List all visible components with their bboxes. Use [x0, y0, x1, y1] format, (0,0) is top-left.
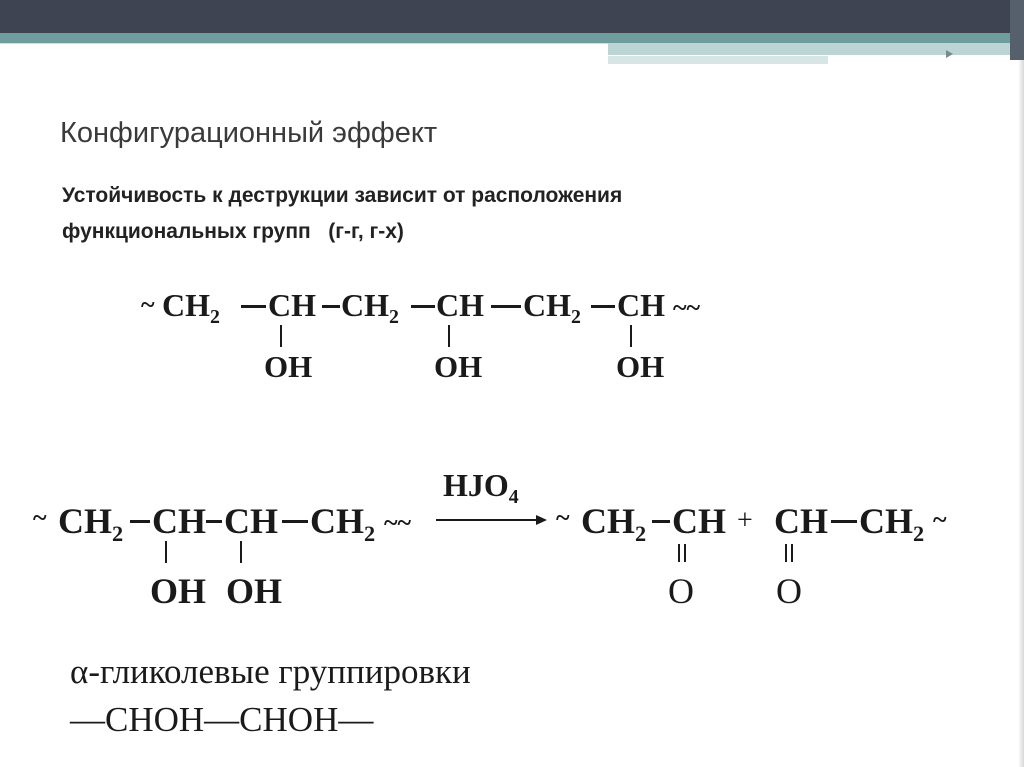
chain-group: CH [268, 287, 316, 323]
chain-group [341, 287, 399, 329]
bond-single [411, 305, 435, 308]
bond-single [241, 305, 266, 308]
slide-edge-shadow [1018, 60, 1024, 767]
reagent-periodic-acid [443, 467, 519, 509]
hydroxyl-group: OH [264, 349, 313, 384]
bond-vertical [280, 325, 282, 347]
header-bar-dark [0, 0, 1024, 33]
product-group [581, 500, 646, 547]
group-text: CH [523, 287, 571, 323]
group-subscript: 2 [635, 520, 647, 546]
bond-vertical [630, 325, 632, 347]
chain-wave-right: ~~ [673, 293, 701, 322]
reactant-wave-right: ~~ [384, 508, 412, 537]
reactant-wave-left: ~ [33, 503, 47, 532]
bond-single [491, 305, 521, 308]
bond-single [652, 520, 670, 523]
group-subscript: 2 [210, 305, 220, 328]
group-text: CH [162, 287, 210, 323]
header-bar-pale-short [608, 56, 828, 64]
reactant-group: CH [224, 501, 278, 541]
header-corner-block [1010, 0, 1024, 60]
bond-double [678, 544, 680, 562]
bond-double [684, 544, 686, 562]
group-subscript: 2 [571, 305, 581, 328]
header-bar-teal [0, 33, 1010, 43]
bond-single [831, 520, 857, 523]
slide-subtitle [62, 178, 622, 250]
bond-single [282, 520, 308, 523]
bond-single [206, 520, 222, 523]
chain-group [162, 287, 220, 329]
group-subscript: 2 [112, 520, 124, 546]
bond-single [322, 305, 340, 308]
product-group [859, 500, 924, 547]
subtitle-line-2: функциональных групп (г-г, г-х) [62, 220, 404, 243]
bond-vertical [165, 541, 167, 563]
product-group: CH [672, 501, 726, 541]
bond-double [791, 544, 793, 562]
bond-vertical [448, 325, 450, 347]
group-subscript: 2 [913, 520, 925, 546]
group-text: CH [58, 501, 112, 541]
reagent-subscript: 4 [508, 485, 519, 508]
group-subscript: 2 [389, 305, 399, 328]
carbonyl-oxygen: O [776, 571, 802, 611]
chain-group: CH [436, 287, 484, 323]
subtitle-line-1: Устойчивость к деструкции зависит от расположения [62, 184, 623, 207]
bond-single [130, 520, 150, 523]
reactant-group: CH [152, 501, 206, 541]
reagent-text: HJO [443, 467, 509, 503]
bond-vertical [240, 541, 242, 563]
group-text: CH [581, 501, 635, 541]
group-text: CH [341, 287, 389, 323]
hydroxyl-group: OH [226, 571, 283, 611]
plus-sign: + [737, 505, 753, 536]
group-text: CH [859, 501, 913, 541]
hydroxyl-group: OH [434, 349, 483, 384]
group-subscript: 2 [364, 520, 376, 546]
chain-group: CH [617, 287, 665, 323]
carbonyl-oxygen: O [668, 571, 694, 611]
hydroxyl-group: OH [616, 349, 665, 384]
reaction-arrow-icon [436, 512, 548, 528]
chain-wave-left: ~ [141, 290, 155, 319]
bond-double [785, 544, 787, 562]
product-group: CH [774, 501, 828, 541]
group-text: CH [310, 501, 364, 541]
caption-glycol-groups: α-гликолевые группировки [70, 652, 471, 691]
slide-title: Конфигурационный эффект [60, 117, 438, 149]
bond-single [591, 305, 615, 308]
product-wave-left: ~ [556, 503, 570, 532]
caption-formula: —CHOH—CHOH— [70, 700, 374, 739]
triangle-marker-icon [944, 49, 954, 59]
reactant-group [58, 500, 123, 547]
reactant-group [310, 500, 375, 547]
chain-group [523, 287, 581, 329]
product-wave-right: ~ [933, 505, 947, 534]
hydroxyl-group: OH [150, 571, 207, 611]
header-rule [0, 43, 608, 44]
